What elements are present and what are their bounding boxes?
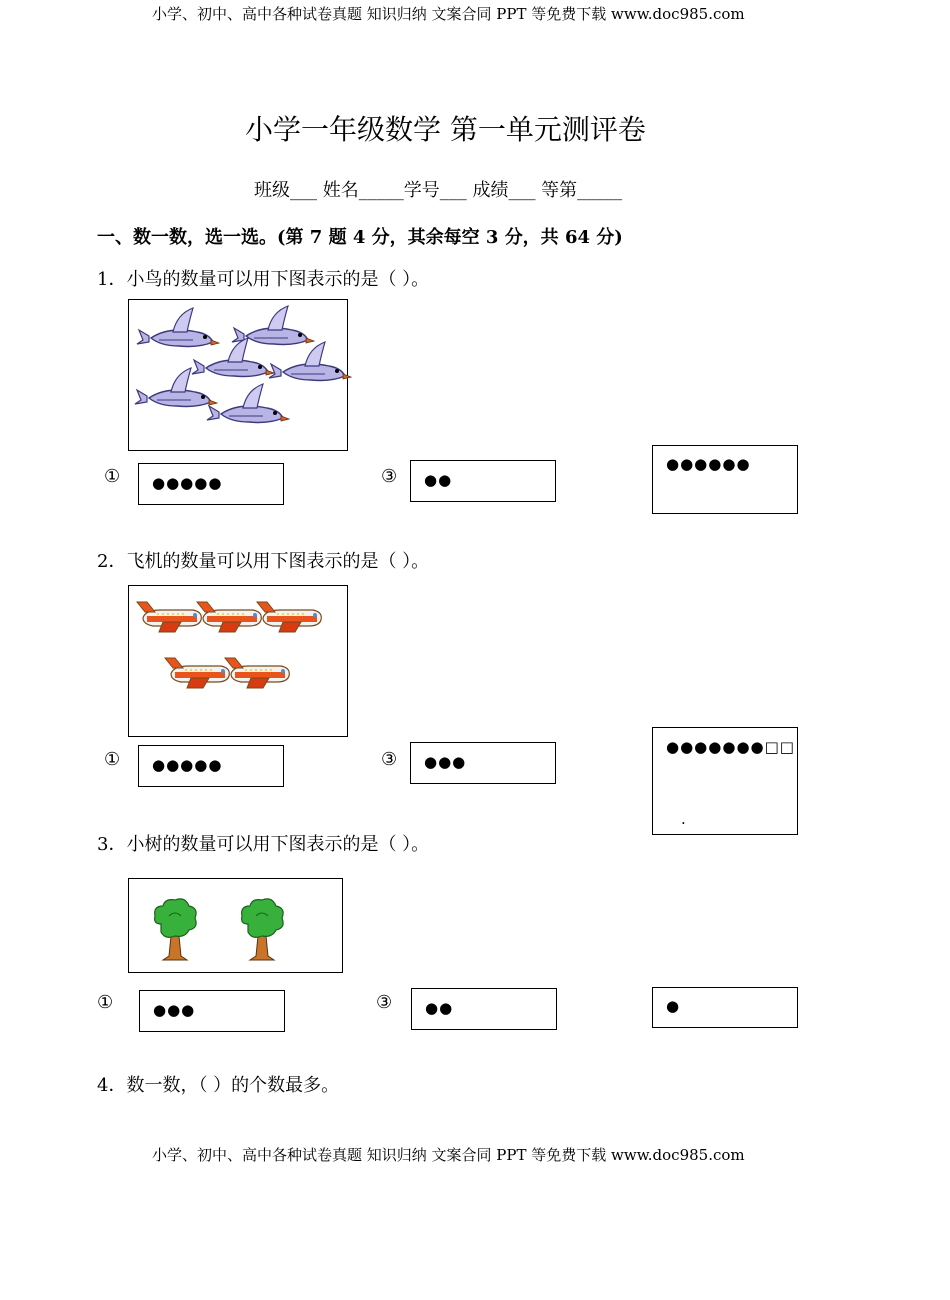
birds-illustration xyxy=(129,300,349,452)
question-3-text: 3．小树的数量可以用下图表示的是（ ）。 xyxy=(97,834,430,855)
dot-group: ●●●●● xyxy=(152,474,223,492)
question-4-text: 4．数一数，（ ）的个数最多。 xyxy=(97,1075,340,1096)
question-2-option-2[interactable] xyxy=(410,742,556,784)
bird-icon xyxy=(137,308,219,347)
dot-group: ●● xyxy=(424,471,453,489)
tree-icon xyxy=(155,899,197,960)
bird-icon xyxy=(207,384,289,423)
stray-mark: . xyxy=(681,810,687,828)
dot-group: ●●●●●●●□□ xyxy=(666,738,795,756)
trees-illustration xyxy=(129,879,344,974)
dot-group: ●●● xyxy=(424,753,467,771)
question-3-option-1[interactable] xyxy=(139,990,285,1032)
dot-group: ●● xyxy=(425,999,454,1017)
question-1-option-2[interactable] xyxy=(410,460,556,502)
header-banner: 小学、初中、高中各种试卷真题 知识归纳 文案合同 PPT 等免费下载 www.doc985.com xyxy=(152,5,745,23)
question-2-text: 2．飞机的数量可以用下图表示的是（ ）。 xyxy=(97,551,430,572)
dot-group: ●●●●●● xyxy=(666,455,751,473)
question-1-text: 1．小鸟的数量可以用下图表示的是（ ）。 xyxy=(97,269,430,290)
question-3-option-3[interactable] xyxy=(652,987,798,1028)
airplane-icon xyxy=(165,658,229,688)
option-marker: ① xyxy=(104,466,121,487)
question-1-picture xyxy=(128,299,348,451)
airplane-icon xyxy=(225,658,289,688)
question-2-option-1[interactable] xyxy=(138,745,284,787)
bird-icon xyxy=(135,368,217,407)
tree-icon xyxy=(242,899,284,960)
option-marker: ③ xyxy=(381,466,398,487)
student-info-line: 班级___ 姓名_____学号___ 成绩___ 等第_____ xyxy=(254,180,623,201)
airplane-icon xyxy=(257,602,321,632)
dot-group: ●●● xyxy=(153,1001,196,1019)
airplanes-illustration xyxy=(129,586,349,738)
dot-group: ● xyxy=(666,997,681,1015)
bird-icon xyxy=(269,342,351,381)
option-marker: ③ xyxy=(376,992,393,1013)
question-2-picture xyxy=(128,585,348,737)
question-1-option-3[interactable] xyxy=(652,445,798,514)
question-1-option-1[interactable] xyxy=(138,463,284,505)
airplane-icon xyxy=(197,602,261,632)
option-marker: ① xyxy=(97,992,114,1013)
page-title: 小学一年级数学 第一单元测评卷 xyxy=(245,113,646,146)
question-3-option-2[interactable] xyxy=(411,988,557,1030)
footer-banner: 小学、初中、高中各种试卷真题 知识归纳 文案合同 PPT 等免费下载 www.doc985.com xyxy=(152,1146,745,1164)
question-2-option-3[interactable] xyxy=(652,727,798,835)
airplane-icon xyxy=(137,602,201,632)
bird-icon xyxy=(232,306,314,345)
option-marker: ③ xyxy=(381,749,398,770)
option-marker: ① xyxy=(104,749,121,770)
dot-group: ●●●●● xyxy=(152,756,223,774)
question-3-picture xyxy=(128,878,343,973)
section-heading: 一、数一数，选一选。(第 7 题 4 分，其余每空 3 分，共 64 分) xyxy=(97,227,623,248)
